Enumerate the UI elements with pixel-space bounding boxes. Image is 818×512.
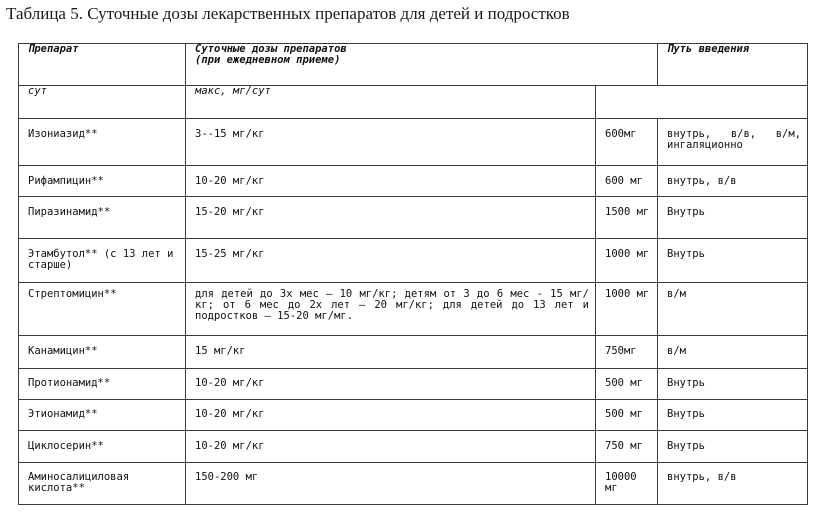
cell-max-dose: 500 мг <box>596 369 658 400</box>
cell-route: Внутрь <box>658 239 808 283</box>
cell-drug: Этамбутол** (с 13 лет и старше) <box>19 239 186 283</box>
cell-route: внутрь, в/в, в/м, ингаляционно <box>658 119 808 166</box>
table-caption: Таблица 5. Суточные дозы лекарственных препаратов для детей и подростков <box>6 4 570 23</box>
cell-dose: 150-200 мг <box>186 463 596 505</box>
cell-max-dose: 10000 мг <box>596 463 658 505</box>
subheader-dose: макс, мг/сут <box>186 86 596 119</box>
cell-dose: для детей до 3х мес – 10 мг/кг; детям от 3 до 6 мес - 15 мг/кг; от 6 мес до 2х лет – 20 мг/кг; для детей до 13 лет и подростков – 15-20 мг/мг. <box>186 283 596 336</box>
table-row <box>19 400 808 431</box>
cell-dose: 15-20 мг/кг <box>186 197 596 239</box>
cell-max-dose: 500 мг <box>596 400 658 431</box>
table-header-row <box>19 44 808 86</box>
table-row <box>19 119 808 166</box>
header-drug: Препарат <box>19 44 186 86</box>
cell-drug: Изониазид** <box>19 119 186 166</box>
table-row <box>19 239 808 283</box>
table-row <box>19 336 808 369</box>
cell-route: Внутрь <box>658 369 808 400</box>
cell-max-dose: 750мг <box>596 336 658 369</box>
table-row <box>19 431 808 463</box>
header-route: Путь введения <box>658 44 808 86</box>
cell-max-dose: 1000 мг <box>596 283 658 336</box>
cell-drug: Пиразинамид** <box>19 197 186 239</box>
cell-dose: 15 мг/кг <box>186 336 596 369</box>
cell-route: внутрь, в/в <box>658 166 808 197</box>
cell-drug: Этионамид** <box>19 400 186 431</box>
cell-route: внутрь, в/в <box>658 463 808 505</box>
table-row <box>19 197 808 239</box>
table-row <box>19 463 808 505</box>
cell-max-dose: 750 мг <box>596 431 658 463</box>
table-subheader-row <box>19 86 808 119</box>
cell-max-dose: 1000 мг <box>596 239 658 283</box>
cell-dose: 3--15 мг/кг <box>186 119 596 166</box>
cell-route: Внутрь <box>658 400 808 431</box>
table-row <box>19 166 808 197</box>
subheader-empty <box>596 86 808 119</box>
cell-dose: 10-20 мг/кг <box>186 431 596 463</box>
cell-max-dose: 1500 мг <box>596 197 658 239</box>
cell-drug: Аминосалициловая кислота** <box>19 463 186 505</box>
cell-drug: Рифампицин** <box>19 166 186 197</box>
table-row <box>19 283 808 336</box>
cell-max-dose: 600 мг <box>596 166 658 197</box>
cell-drug: Стрептомицин** <box>19 283 186 336</box>
cell-drug: Циклосерин** <box>19 431 186 463</box>
cell-dose: 10-20 мг/кг <box>186 369 596 400</box>
cell-route: Внутрь <box>658 197 808 239</box>
subheader-drug: сут <box>19 86 186 119</box>
cell-dose: 10-20 мг/кг <box>186 400 596 431</box>
cell-drug: Протионамид** <box>19 369 186 400</box>
cell-max-dose: 600мг <box>596 119 658 166</box>
cell-drug: Канамицин** <box>19 336 186 369</box>
cell-route: в/м <box>658 283 808 336</box>
cell-dose: 15-25 мг/кг <box>186 239 596 283</box>
table-row <box>19 369 808 400</box>
cell-route: Внутрь <box>658 431 808 463</box>
cell-dose: 10-20 мг/кг <box>186 166 596 197</box>
drug-dosage-table <box>18 43 808 505</box>
cell-route: в/м <box>658 336 808 369</box>
header-dose: Суточные дозы препаратов (при ежедневном приеме) <box>186 44 658 86</box>
